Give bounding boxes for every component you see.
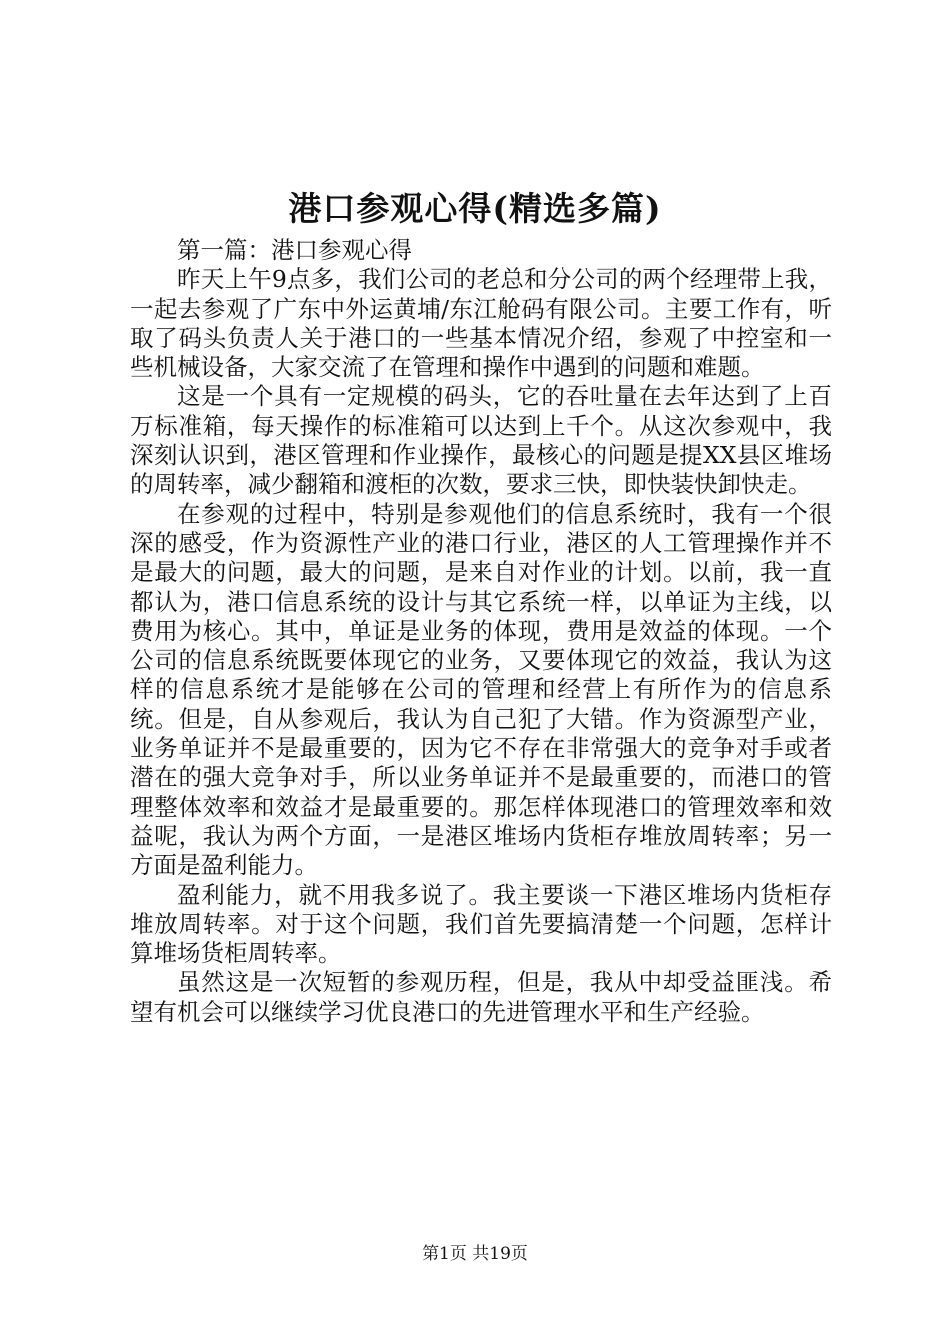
page-number-footer: 第1页 共19页 — [422, 1244, 528, 1264]
paragraph: 盈利能力，就不用我多说了。我主要谈一下港区堆场内货柜存堆放周转率。对于这个问题，我们首先要搞清楚一个问题，怎样计算堆场货柜周转率。 — [130, 880, 832, 968]
document-body — [130, 236, 832, 1027]
section-heading: 第一篇：港口参观心得 — [177, 236, 412, 264]
paragraph: 虽然这是一次短暂的参观历程，但是，我从中却受益匪浅。希望有机会可以继续学习优良港口的先进管理水平和生产经验。 — [130, 968, 832, 1026]
paragraph: 这是一个具有一定规模的码头，它的吞吐量在去年达到了上百万标准箱，每天操作的标准箱可以达到上千个。从这次参观中，我深刻认识到，港区管理和作业操作，最核心的问题是提XX县区堆场的周转率，减少翻箱和渡柜的次数，要求三快，即快装快卸快走。 — [130, 382, 832, 499]
document-title: 港口参观心得(精选多篇) — [288, 189, 662, 228]
paragraph: 昨天上午9点多，我们公司的老总和分公司的两个经理带上我，一起去参观了广东中外运黄埔/东江舱码有限公司。主要工作有，听取了码头负责人关于港口的一些基本情况介绍，参观了中控室和一些机械设备，大家交流了在管理和操作中遇到的问题和难题。 — [130, 265, 832, 382]
paragraph: 在参观的过程中，特别是参观他们的信息系统时，我有一个很深的感受，作为资源性产业的港口行业，港区的人工管理操作并不是最大的问题，最大的问题，是来自对作业的计划。以前，我一直都认为，港口信息系统的设计与其它系统一样，以单证为主线，以费用为核心。其中，单证是业务的体现，费用是效益的体现。一个公司的信息系统既要体现它的业务，又要体现它的效益，我认为这样的信息系统才是能够在公司的管理和经营上有所作为的信息系统。但是，自从参观后，我认为自己犯了大错。作为资源型产业，业务单证并不是最重要的，因为它不存在非常强大的竞争对手或者潜在的强大竞争对手，所以业务单证并不是最重要的，而港口的管理整体效率和效益才是最重要的。那怎样体现港口的管理效率和效益呢，我认为两个方面，一是港区堆场内货柜存堆放周转率；另一方面是盈利能力。 — [130, 499, 832, 880]
